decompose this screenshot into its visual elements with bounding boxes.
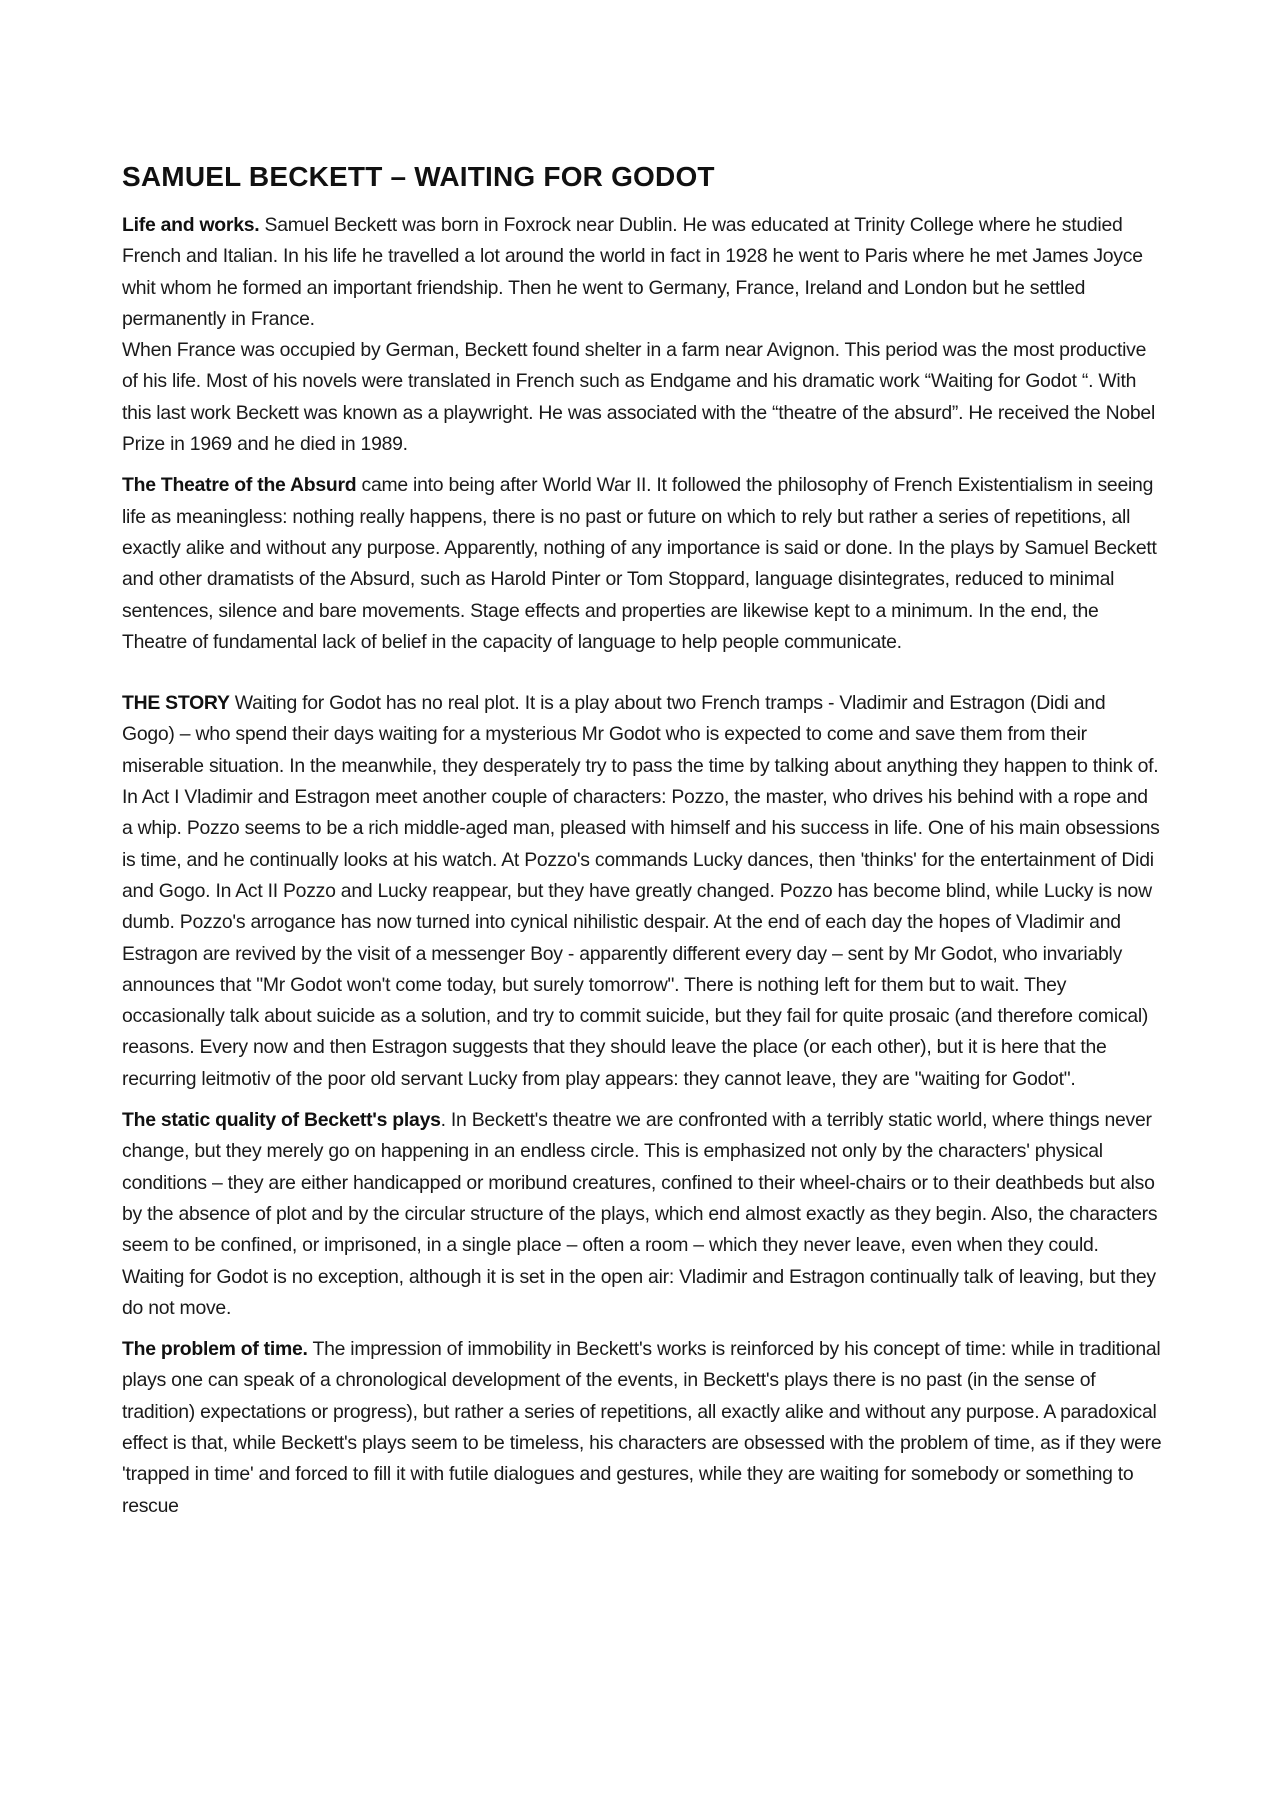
document-title: SAMUEL BECKETT – WAITING FOR GODOT — [122, 161, 715, 192]
section-heading: THE STORY — [122, 692, 230, 715]
section-the-story — [122, 688, 1162, 1095]
section-heading: Life and works. — [122, 214, 260, 236]
section-theatre-of-absurd — [122, 470, 1162, 658]
section-body: Samuel Beckett was born in Foxrock near Dublin. He was educated at Trinity College where he studied French and Italian. In his life he travelled a lot around the world in fact in 1928 he went to Paris where he met James Joyce whit whom he formed an important friendship. Then he went to Germany, France, Ireland and London but he settled permanently in France. — [122, 214, 1143, 330]
section-heading: The Theatre of the Absurd — [122, 474, 357, 497]
section-static-quality — [122, 1105, 1162, 1324]
section-life-and-works — [122, 210, 1162, 335]
section-body: Waiting for Godot has no real plot. It is a play about two French tramps - Vladimir and Estragon (Didi and Gogo) – who spend their days waiting for a mysterious Mr Godot who is expected to come and save them from their miserable situation. In the meanwhile, they desperately try to pass the time by talking about anything they happen to think of. In Act I Vladimir and Estragon meet another couple of characters: Pozzo, the master, who drives his behind with a rope and a whip. Pozzo seems to be a rich middle-aged man, pleased with himself and his success in life. One of his main obsessions is time, and he continually looks at his watch. At Pozzo's commands Lucky dances, then 'thinks' for the entertainment of Didi and Gogo. In Act II Pozzo and Lucky reappear, but they have greatly changed. Pozzo has become blind, while Lucky is now dumb. Pozzo's arrogance has now turned into cynical nihilistic despair. At the end of each day the hopes of Vladimir and Estragon are revived by the visit of a messenger Boy - apparently different every day – sent by Mr Godot, who invariably announces that "Mr Godot won't come today, but surely tomorrow". There is nothing left for them but to wait. They occasionally talk about suicide as a solution, and try to commit suicide, but they fail for quite prosaic (and therefore comical) reasons. Every now and then Estragon suggests that they should leave the place (or each other), but it is here that the recurring leitmotiv of the poor old servant Lucky from play appears: they cannot leave, they are "waiting for Godot". — [122, 692, 1160, 1090]
section-body: The impression of immobility in Beckett's works is reinforced by his concept of time: while in traditional plays one can speak of a chronological development of the events, in Beckett's plays there is no past (in the sense of tradition) expectations or progress), but rather a series of repetitions, all exactly alike and without any purpose. A paradoxical effect is that, while Beckett's plays seem to be timeless, his characters are obsessed with the problem of time, as if they were 'trapped in time' and forced to fill it with futile dialogues and gestures, while they are waiting for somebody or something to rescue — [122, 1338, 1162, 1517]
section-heading: The problem of time. — [122, 1338, 308, 1361]
section-france-period — [122, 335, 1162, 460]
section-body: When France was occupied by German, Beckett found shelter in a farm near Avignon. This period was the most productive of his life. Most of his novels were translated in French such as Endgame and his dramatic work “Waiting for Godot “. With this last work Beckett was known as a playwright. He was associated with the “theatre of the absurd”. He received the Nobel Prize in 1969 and he died in 1989. — [122, 339, 1156, 456]
section-body: . In Beckett's theatre we are confronted with a terribly static world, where things never change, but they merely go on happening in an endless circle. This is emphasized not only by the characters' physical conditions – they are either handicapped or moribund creatures, confined to their wheel-chairs or to their deathbeds but also by the absence of plot and by the circular structure of the plays, which end almost exactly as they begin. Also, the characters seem to be confined, or imprisoned, in a single place – often a room – which they never leave, even when they could. Waiting for Godot is no exception, although it is set in the open air: Vladimir and Estragon continually talk of leaving, but they do not move. — [122, 1109, 1158, 1319]
section-body: came into being after World War II. It followed the philosophy of French Existentialism in seeing life as meaningless: nothing really happens, there is no past or future on which to rely but rather a series of repetitions, all exactly alike and without any purpose. Apparently, nothing of any importance is said or done. In the plays by Samuel Beckett and other dramatists of the Absurd, such as Harold Pinter or Tom Stoppard, language disintegrates, reduced to minimal sentences, silence and bare movements. Stage effects and properties are likewise kept to a minimum. In the end, the Theatre of fundamental lack of belief in the capacity of language to help people communicate. — [122, 474, 1157, 653]
section-heading: The static quality of Beckett's plays — [122, 1109, 441, 1132]
section-problem-of-time — [122, 1334, 1162, 1522]
document-page — [122, 158, 1162, 1532]
